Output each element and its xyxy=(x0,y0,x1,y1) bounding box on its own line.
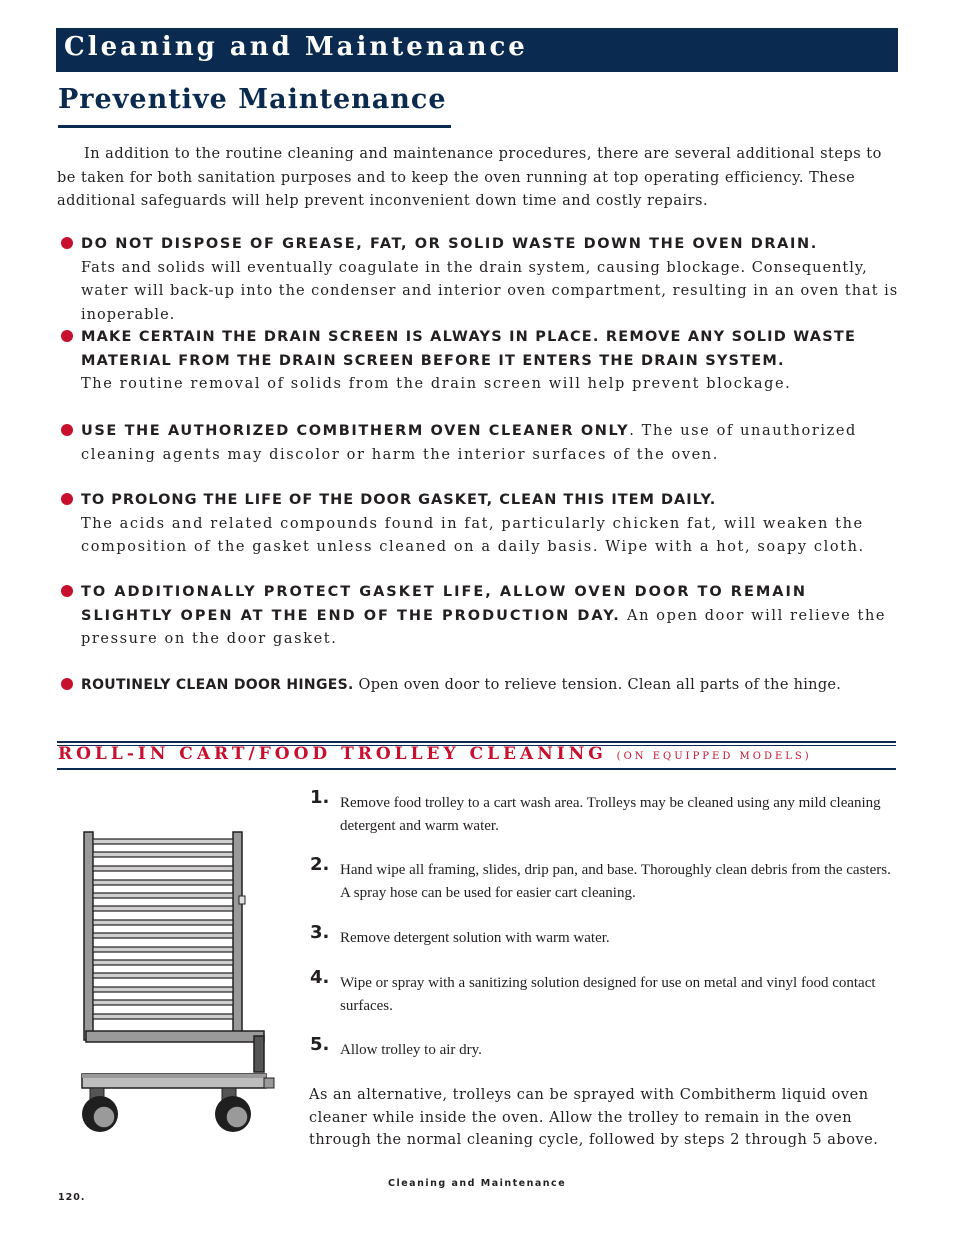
step-item xyxy=(310,1034,895,1062)
bullet-item xyxy=(57,674,902,698)
step-number: 3. xyxy=(310,922,330,943)
trolley-section-subtitle-open: ( xyxy=(616,751,624,762)
trolley-section-heading: ROLL-IN CART/FOOD TROLLEY CLEANING xyxy=(58,744,607,764)
bullet-heading: MAKE CERTAIN THE DRAIN SCREEN IS ALWAYS IN PLACE. REMOVE ANY SOLID WASTE MATERIAL FROM THE DRAIN SCREEN BEFORE IT ENTERS THE DRAIN SYSTEM. xyxy=(81,329,857,369)
bullet-body: An open door will relieve the pressure on the door gasket. xyxy=(81,607,887,647)
bullet-body: . The use of unauthorized cleaning agents may discolor or harm the interior surfaces of the oven. xyxy=(81,423,857,463)
bullet-dot-icon xyxy=(61,678,73,690)
bullet-body: The acids and related compounds found in fat, particularly chicken fat, will weaken the composition of the gasket unless cleaned on a daily basis. Wipe with a hot, soapy cloth. xyxy=(81,515,865,555)
section-rule-bottom xyxy=(57,768,896,770)
step-number: 4. xyxy=(310,967,330,988)
bullet-item xyxy=(57,326,902,397)
bullet-heading: TO ADDITIONALLY PROTECT GASKET LIFE, ALLOW OVEN DOOR TO REMAIN SLIGHTLY OPEN AT THE END OF THE PRODUCTION DAY. xyxy=(81,584,808,624)
step-item xyxy=(310,922,895,950)
bullet-item xyxy=(57,489,902,560)
bullet-heading: USE THE AUTHORIZED COMBITHERM OVEN CLEANER ONLY xyxy=(81,423,630,439)
bullet-dot-icon xyxy=(61,585,73,597)
step-item xyxy=(310,967,895,1017)
intro-paragraph: In addition to the routine cleaning and maintenance procedures, there are several additional steps to be taken for both sanitation purposes and to keep the oven running at top operating efficiency. These additional safeguards will help prevent inconvenient down time and costly repairs. xyxy=(57,146,882,209)
chapter-title: Cleaning and Maintenance xyxy=(64,32,528,62)
bullet-heading: TO PROLONG THE LIFE OF THE DOOR GASKET, CLEAN THIS ITEM DAILY. xyxy=(81,492,717,508)
bullet-dot-icon xyxy=(61,424,73,436)
food-trolley-illustration xyxy=(76,826,276,1136)
bullet-item xyxy=(57,233,902,327)
footer-chapter-label: Cleaning and Maintenance xyxy=(388,1178,567,1189)
step-number: 1. xyxy=(310,787,330,808)
section-rule-top xyxy=(57,741,896,743)
bullet-body: Fats and solids will eventually coagulate in the drain system, causing blockage. Consequently, water will back-up into the condenser and interior oven compartment, resulting in an oven that is inoperable. xyxy=(81,259,899,323)
trolley-section-title xyxy=(58,744,812,764)
bullet-item xyxy=(57,581,902,652)
step-number: 5. xyxy=(310,1034,330,1055)
page-number: 120. xyxy=(58,1192,86,1203)
section-title: Preventive Maintenance xyxy=(58,84,447,115)
step-text: Wipe or spray with a sanitizing solution designed for use on metal and vinyl food contact surfaces. xyxy=(340,975,876,1014)
bullet-heading: ROUTINELY CLEAN DOOR HINGES. xyxy=(81,677,354,693)
trolley-section-subtitle: ON EQUIPPED MODELS xyxy=(623,751,805,762)
step-item xyxy=(310,787,895,837)
bullet-heading: DO NOT DISPOSE OF GREASE, FAT, OR SOLID WASTE DOWN THE OVEN DRAIN. xyxy=(81,236,818,252)
bullet-dot-icon xyxy=(61,493,73,505)
step-text: Hand wipe all framing, slides, drip pan, and base. Thoroughly clean debris from the casters. A spray hose can be used for easier cart cleaning. xyxy=(340,862,891,901)
step-number: 2. xyxy=(310,854,330,875)
bullet-body: The routine removal of solids from the drain screen will help prevent blockage. xyxy=(81,376,792,392)
trolley-section-subtitle-close: ) xyxy=(804,751,812,762)
section-title-underline xyxy=(58,125,451,128)
bullet-dot-icon xyxy=(61,237,73,249)
step-text: Remove food trolley to a cart wash area. Trolleys may be cleaned using any mild cleaning detergent and warm water. xyxy=(340,795,881,834)
bullet-body: Open oven door to relieve tension. Clean all parts of the hinge. xyxy=(353,677,842,693)
alternative-paragraph: As an alternative, trolleys can be sprayed with Combitherm liquid oven cleaner while inside the oven. Allow the trolley to remain in the oven through the normal cleaning cycle, followed by steps 2 through 5 above. xyxy=(309,1087,879,1148)
bullet-item xyxy=(57,420,902,467)
chapter-banner xyxy=(56,28,898,72)
bullet-dot-icon xyxy=(61,330,73,342)
step-text: Remove detergent solution with warm water. xyxy=(340,930,610,946)
step-text: Allow trolley to air dry. xyxy=(340,1042,482,1058)
step-item xyxy=(310,854,895,904)
